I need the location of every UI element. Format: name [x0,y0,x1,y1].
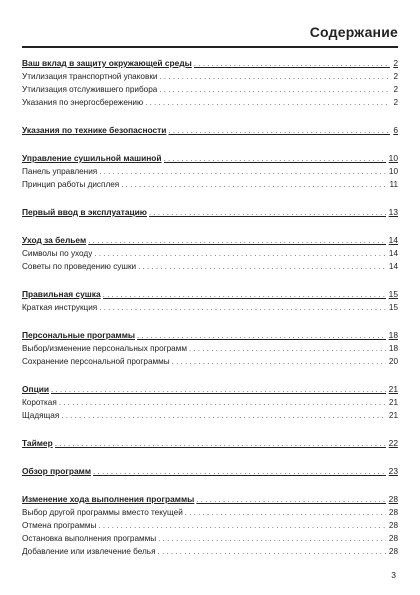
dot-leader [121,178,386,191]
toc-heading-label: Персональные программы [22,330,136,340]
toc-entry[interactable] [22,545,398,558]
toc-section [22,465,398,478]
toc-entry-label: Остановка выполнения программы [22,534,157,543]
dot-leader [159,70,390,83]
toc-entry-label: Выбор другой программы вместо текущей [22,508,183,517]
toc-heading-label: Таймер [22,438,53,448]
toc-page-number: 28 [388,494,398,504]
toc-page-number: 11 [389,180,398,189]
toc-entry[interactable] [22,409,398,422]
toc-page-number: 2 [393,58,398,68]
dot-leader [168,124,390,137]
toc-page-number: 23 [388,466,398,476]
toc-page-number: 22 [388,438,398,448]
dot-leader [59,396,386,409]
dot-leader [138,260,386,273]
dot-leader [103,288,386,301]
toc-entry-label: Щадящая [22,411,60,420]
toc-entry-label: Утилизация транспортной упаковки [22,72,158,81]
toc-entry[interactable] [22,260,398,273]
toc-page-number: 28 [388,547,398,556]
toc-entry[interactable] [22,70,398,83]
dot-leader [189,342,386,355]
toc-page-number: 28 [388,534,398,543]
page-header [22,18,398,48]
toc-section [22,234,398,273]
toc-page-number: 28 [388,521,398,530]
toc-entry[interactable] [22,342,398,355]
toc-page-number: 2 [393,98,398,107]
toc-section [22,124,398,137]
toc-section [22,57,398,109]
page-title: Содержание [309,24,398,40]
toc-heading[interactable] [22,234,398,247]
dot-leader [164,152,386,165]
dot-leader [94,247,386,260]
toc-heading-label: Указания по технике безопасности [22,125,167,135]
toc-section [22,288,398,314]
dot-leader [149,206,386,219]
toc-entry[interactable] [22,355,398,368]
toc-page-number: 14 [388,249,398,258]
dot-leader [55,437,386,450]
toc-page-number: 28 [388,508,398,517]
dot-leader [194,57,391,70]
toc-entry[interactable] [22,165,398,178]
toc-entry[interactable] [22,519,398,532]
toc-page-number: 21 [388,411,398,420]
toc-page-number: 2 [393,85,398,94]
dot-leader [172,355,386,368]
toc-entry-label: Символы по уходу [22,249,93,258]
dot-leader [88,234,385,247]
toc-section [22,329,398,368]
toc-page-number: 15 [388,303,398,312]
dot-leader [137,329,386,342]
toc-page-number: 21 [388,384,398,394]
toc-heading[interactable] [22,493,398,506]
toc-entry-label: Добавление или извлечение белья [22,547,156,556]
toc-heading[interactable] [22,465,398,478]
dot-leader [99,165,386,178]
toc-entry-label: Краткая инструкция [22,303,98,312]
toc-page-number: 15 [388,289,398,299]
toc-heading[interactable] [22,383,398,396]
dot-leader [196,493,385,506]
dot-leader [158,532,386,545]
dot-leader [61,409,386,422]
dot-leader [158,545,386,558]
dot-leader [98,519,385,532]
toc-section [22,383,398,422]
toc-entry-label: Выбор/изменение персональных программ [22,344,187,353]
toc-page-number: 18 [388,330,398,340]
toc-entry[interactable] [22,301,398,314]
toc-heading-label: Правильная сушка [22,289,101,299]
toc-page-number: 10 [388,153,398,163]
dot-leader [93,465,386,478]
toc-heading-label: Управление сушильной машиной [22,153,162,163]
toc-page-number: 14 [388,235,398,245]
toc-entry-label: Советы по проведению сушки [22,262,137,271]
toc-page-number: 14 [388,262,398,271]
toc-section [22,152,398,191]
toc-heading[interactable] [22,152,398,165]
toc-heading[interactable] [22,329,398,342]
toc-entry[interactable] [22,506,398,519]
toc-page-number: 2 [393,72,398,81]
toc-heading[interactable] [22,206,398,219]
dot-leader [159,83,390,96]
toc-page-number: 6 [393,125,398,135]
toc-heading-label: Первый ввод в эксплуатацию [22,207,147,217]
toc-entry-label: Утилизация отслужившего прибора [22,85,158,94]
toc-heading-label: Уход за бельем [22,235,87,245]
dot-leader [185,506,386,519]
toc-heading[interactable] [22,437,398,450]
toc-page-number: 20 [388,357,398,366]
toc-entry[interactable] [22,96,398,109]
toc-section [22,206,398,219]
toc-page-number: 10 [388,167,398,176]
toc-heading-label: Обзор программ [22,466,92,476]
toc-entry[interactable] [22,396,398,409]
table-of-contents [22,57,398,573]
toc-heading-label: Ваш вклад в защиту окружающей среды [22,58,192,68]
dot-leader [99,301,386,314]
dot-leader [145,96,390,109]
toc-entry-label: Короткая [22,398,57,407]
toc-section [22,493,398,558]
toc-page-number: 18 [388,344,398,353]
toc-entry[interactable] [22,247,398,260]
toc-entry-label: Отмена программы [22,521,97,530]
page-number: 3 [391,570,396,580]
toc-entry-label: Указания по энергосбережению [22,98,144,107]
toc-heading[interactable] [22,288,398,301]
toc-section [22,437,398,450]
toc-heading-label: Опции [22,384,50,394]
toc-entry[interactable] [22,178,398,191]
dot-leader [51,383,386,396]
toc-page-number: 21 [388,398,398,407]
toc-heading[interactable] [22,57,398,70]
toc-heading[interactable] [22,124,398,137]
toc-entry-label: Принцип работы дисплея [22,180,120,189]
toc-entry[interactable] [22,532,398,545]
toc-entry[interactable] [22,83,398,96]
toc-heading-label: Изменение хода выполнения программы [22,494,195,504]
toc-page-number: 13 [388,207,398,217]
toc-entry-label: Панель управления [22,167,98,176]
toc-entry-label: Сохранение персональной программы [22,357,170,366]
